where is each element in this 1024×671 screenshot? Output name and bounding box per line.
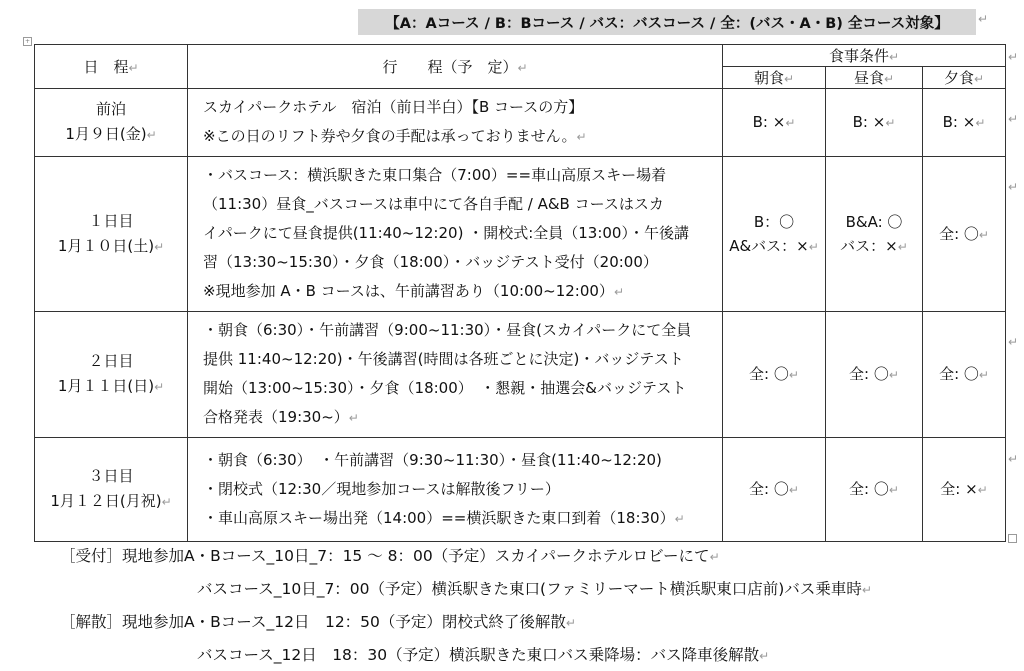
lunch-cell: [826, 89, 923, 157]
plan-cell: [188, 89, 723, 157]
day-cell: [35, 312, 188, 438]
lunch-line: バス：×↵: [840, 236, 908, 255]
lunch-line: B&A: 〇: [845, 212, 903, 231]
day-line: 1月１２日(月祝)↵: [50, 492, 172, 510]
dinner-line: 全: 〇↵: [939, 224, 989, 243]
plan-cell: [188, 312, 723, 438]
dinner-line: B: ×↵: [942, 113, 986, 131]
dismissal-note-1: ［解散］現地参加A・Bコース_12日 12：50（予定）閉校式終了後解散↵: [60, 613, 576, 631]
plan-line: 習（13:30~15:30）・夕食（18:00）・バッジテスト受付（20:00）: [203, 253, 658, 271]
dismissal-text-1: 現地参加A・Bコース_12日 12：50（予定）閉校式終了後解散: [122, 613, 566, 631]
lunch-cell: [826, 312, 923, 438]
day-cell: [35, 157, 188, 312]
dinner-cell: [923, 89, 1006, 157]
lunch-line: 全: 〇↵: [849, 480, 899, 498]
plan-line: 提供 11:40~12:20)・午後講習(時間は各班ごとに決定)・バッジテスト: [203, 350, 684, 368]
lunch-cell: [826, 157, 923, 312]
schedule-row: [35, 312, 1006, 438]
table-move-handle[interactable]: +: [24, 38, 31, 45]
reception-note-1: ［受付］現地参加A・Bコース_10日_7：15 ～ 8：00（予定）スカイパークホテルロビーにて↵: [60, 547, 720, 565]
dismissal-text-2: バスコース_12日 18：30（予定）横浜駅きた東口バス乗降場：バス降車後解散: [197, 646, 760, 664]
header-meals: 食事条件↵: [723, 45, 1006, 67]
schedule-row: [35, 89, 1006, 157]
row-end-mark: ↵: [1008, 335, 1019, 349]
dismissal-label: ［解散］: [60, 613, 123, 631]
breakfast-cell: [723, 438, 826, 542]
lunch-cell: [826, 438, 923, 542]
plan-line: ・朝食（6:30） ・午前講習（9:30~11:30）・昼食(11:40~12:20): [203, 450, 662, 469]
header-lunch: 昼食↵: [826, 67, 923, 89]
dinner-line: 全: ×↵: [940, 480, 988, 498]
plan-line: イパークにて昼食提供(11:40~12:20) ・開校式:全員（13:00）・午後講: [203, 224, 689, 242]
paragraph-mark: ↵: [978, 12, 989, 26]
plan-cell: [188, 157, 723, 312]
breakfast-line: A&バス：×↵: [729, 236, 819, 255]
schedule-row: [35, 438, 1006, 542]
dismissal-note-2: バスコース_12日 18：30（予定）横浜駅きた東口バス乗降場：バス降車後解散↵: [197, 646, 770, 664]
breakfast-line: 全: 〇↵: [749, 480, 799, 498]
day-line: 前泊: [95, 100, 126, 118]
plan-line: 合格発表（19:30~）↵: [203, 408, 359, 426]
day-line: ３日目: [88, 467, 134, 485]
dinner-cell: [923, 157, 1006, 312]
lunch-line: B: ×↵: [852, 113, 896, 131]
course-legend-text: 【A：Aコース / B：Bコース / バス：バスコース / 全：(バス・A・B) 全コース対象】: [385, 15, 949, 32]
day-line: 1月１１日(日)↵: [57, 377, 165, 395]
plan-line: ※この日のリフト券や夕食の手配は承っておりません。↵: [203, 127, 587, 145]
day-line: 1月１０日(土)↵: [57, 236, 165, 255]
dinner-cell: [923, 438, 1006, 542]
plan-cell: [188, 438, 723, 542]
breakfast-cell: [723, 89, 826, 157]
course-legend: [358, 9, 976, 35]
plan-line: ・車山高原スキー場出発（14:00）==横浜駅きた東口到着（18:30）↵: [203, 508, 685, 527]
dinner-cell: [923, 312, 1006, 438]
plan-line: （11:30）昼食_バスコースは車中にて各自手配 / A&B コースはスカ: [203, 195, 664, 213]
row-end-mark: ↵: [1008, 112, 1019, 126]
reception-text-1: 現地参加A・Bコース_10日_7：15 ～ 8：00（予定）スカイパークホテルロビーにて: [122, 547, 710, 565]
header-day: 日 程↵: [35, 45, 188, 89]
row-end-mark: ↵: [1008, 180, 1019, 194]
breakfast-cell: [723, 312, 826, 438]
schedule-row: [35, 157, 1006, 312]
plan-line: 開始（13:00~15:30）・夕食（18:00） ・懇親・抽選会&バッジテスト: [203, 379, 687, 397]
reception-text-2: バスコース_10日_7：00（予定）横浜駅きた東口(ファミリーマート横浜駅東口店前)バス乗車時: [197, 580, 862, 598]
day-line: ２日目: [88, 352, 134, 370]
dinner-line: 全: 〇↵: [939, 365, 989, 383]
reception-label: ［受付］: [60, 547, 123, 565]
plan-line: ・朝食（6:30）・午前講習（9:00~11:30）・昼食(スカイパークにて全員: [203, 321, 692, 339]
breakfast-cell: [723, 157, 826, 312]
day-line: 1月９日(金)↵: [65, 125, 157, 143]
plan-line: スカイパークホテル 宿泊（前日半白）【B コースの方】: [203, 98, 584, 116]
header-plan: 行 程（予 定）↵: [188, 45, 723, 89]
day-cell: [35, 438, 188, 542]
plan-line: ・閉校式（12:30／現地参加コースは解散後フリー）: [203, 479, 560, 498]
row-end-mark: ↵: [1008, 452, 1019, 466]
day-line: １日目: [88, 211, 134, 230]
breakfast-line: B: ×↵: [752, 113, 796, 131]
lunch-line: 全: 〇↵: [849, 365, 899, 383]
header-dinner: 夕食↵: [923, 67, 1006, 89]
table-resize-handle[interactable]: [1008, 534, 1017, 543]
reception-note-2: バスコース_10日_7：00（予定）横浜駅きた東口(ファミリーマート横浜駅東口店前)バス乗車時↵: [197, 580, 872, 598]
breakfast-line: 全: 〇↵: [749, 365, 799, 383]
schedule-table: [34, 44, 1006, 542]
row-end-mark: ↵: [1008, 50, 1019, 64]
header-breakfast: 朝食↵: [723, 67, 826, 89]
day-cell: [35, 89, 188, 157]
breakfast-line: B：〇: [753, 212, 795, 231]
plan-line: ※現地参加 A・B コースは、午前講習あり（10:00~12:00）↵: [203, 282, 624, 300]
plan-line: ・バスコース：横浜駅きた東口集合（7:00）==車山高原スキー場着: [203, 166, 667, 184]
